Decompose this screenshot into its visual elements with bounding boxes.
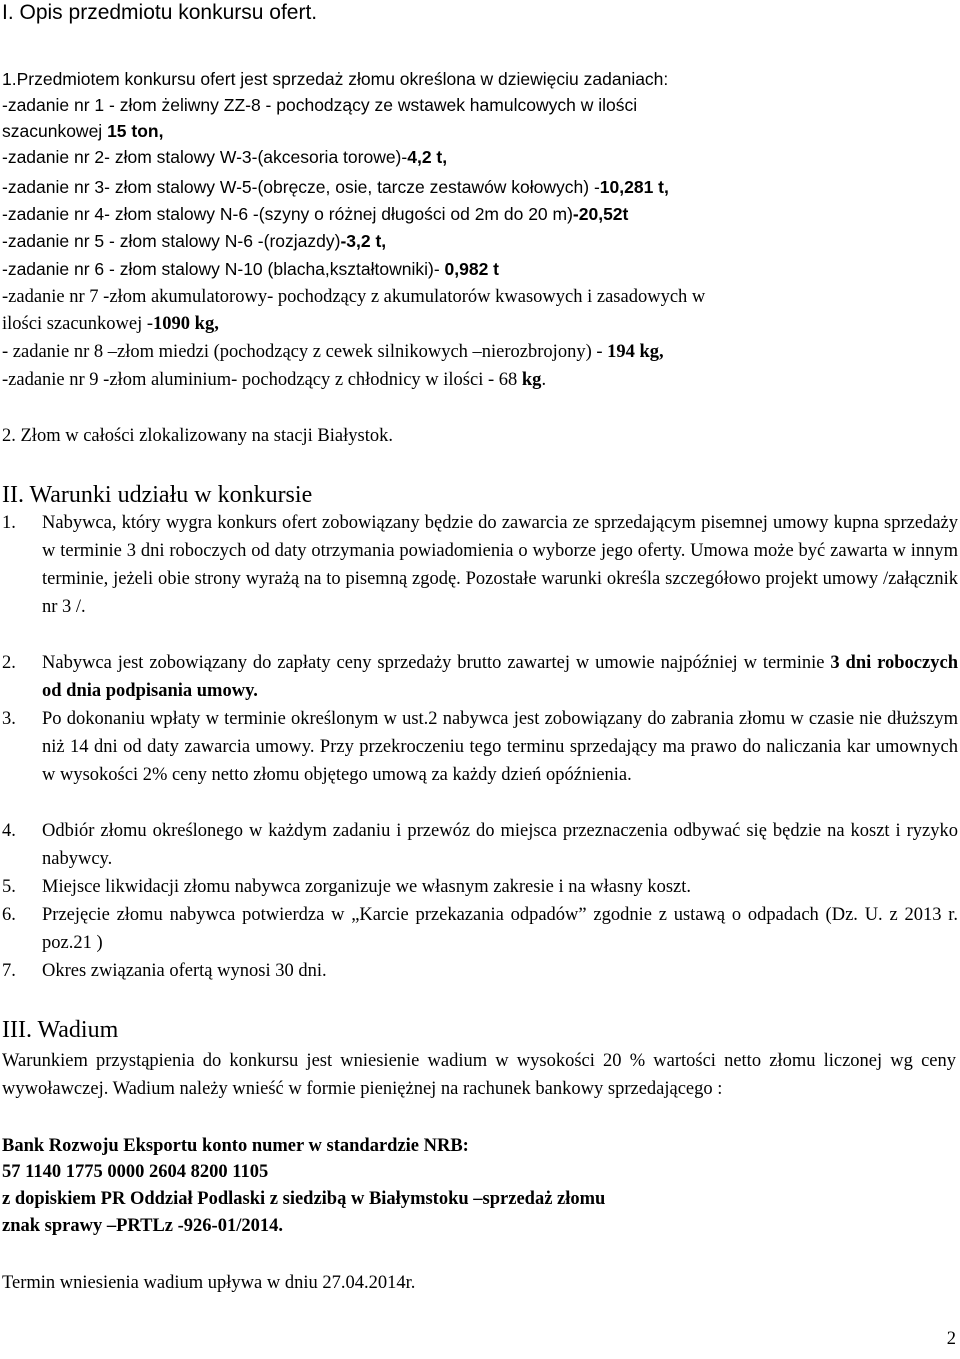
task-7-text: ilości szacunkowej -: [2, 314, 154, 334]
task-8-qty: 194 kg,: [607, 342, 664, 362]
wadium-paragraph: Warunkiem przystąpienia do konkursu jest wniesienie wadium w wysokości 20 % wartości netto złomu liczonej wg ceny wywoławczej. Wadium należy wnieść w formie pieniężnej na rachunek bankowy sprzedającego :: [2, 1051, 956, 1099]
case-reference: znak sprawy –PRTLz -926-01/2014.: [2, 1216, 283, 1236]
item-number: 5.: [2, 877, 16, 897]
task-4-qty: -20,52t: [572, 204, 629, 224]
section-3-title: III. Wadium: [2, 1017, 119, 1043]
task-9-end: .: [541, 370, 547, 390]
item-text: Po dokonaniu wpłaty w terminie określonym w ust.2 nabywca jest zobowiązany do zabrania złomu w czasie nie dłuższym niż 14 dni od daty zawarcia umowy. Przy przekroczeniu tego terminu sprzedający ma prawo do naliczania kar umownych w wysokości 2% ceny netto złomu objętego umową za każdy dzień opóźnienia.: [42, 709, 958, 785]
item-number: 3.: [2, 709, 16, 729]
task-8-line: [2, 339, 664, 365]
item-text: Nabywca, który wygra konkurs ofert zobowiązany będzie do zawarcia ze sprzedającym pisemnej umowy kupna sprzedaży w terminie 3 dni roboczych od daty otrzymania powiadomienia o wyborze jego oferty. Umowa może być zawarta w innym terminie, jeżeli obie strony wyrażą na to pisemną zgodę. Pozostałe warunki określa szczegółowo projekt umowy /załącznik nr 3 /.: [42, 513, 958, 617]
task-3-line: [2, 174, 669, 200]
task-7-line: -zadanie nr 7 -złom akumulatorowy- pochodzący z akumulatorów kwasowych i zasadowych w: [2, 287, 706, 307]
item-text: Miejsce likwidacji złomu nabywca zorganizuje we własnym zakresie i na własny koszt.: [42, 877, 692, 897]
transfer-note: z dopiskiem PR Oddział Podlaski z siedzibą w Białymstoku –sprzedaż złomu: [2, 1189, 606, 1209]
task-5-text: -zadanie nr 5 - złom stalowy N-6 -(rozjazdy): [2, 231, 341, 251]
task-3-text: -zadanie nr 3- złom stalowy W-5-(obręcze, osie, tarcze zestawów kołowych) -: [2, 177, 600, 197]
item-text: Odbiór złomu określonego w każdym zadaniu i przewóz do miejsca przeznaczenia odbywać się będzie na koszt i ryzyko nabywcy.: [42, 821, 958, 869]
task-6-line: [2, 256, 499, 282]
item-number: 7.: [2, 961, 16, 981]
item-number: 2.: [2, 653, 16, 673]
item-text: Przejęcie złomu nabywca potwierdza w „Karcie przekazania odpadów” zgodnie z ustawą o odpadach (Dz. U. z 2013 r. poz.21 ): [42, 905, 958, 953]
section-1-title: I. Opis przedmiotu konkursu ofert.: [2, 1, 318, 24]
task-9-text: -zadanie nr 9 -złom aluminium- pochodzący z chłodnicy w ilości - 68: [2, 370, 522, 390]
task-2-text: -zadanie nr 2- złom stalowy W-3-(akcesoria torowe)-: [2, 147, 408, 167]
task-9-line: [2, 367, 546, 393]
task-4-line: [2, 201, 628, 227]
task-2-qty: 4,2 t,: [407, 147, 448, 167]
task-9-unit: kg: [521, 370, 542, 390]
location-line: 2. Złom w całości zlokalizowany na stacji Białystok.: [2, 426, 393, 446]
task-6-text: -zadanie nr 6 - złom stalowy N-10 (blacha,kształtowniki)-: [2, 259, 445, 279]
task-2-line: [2, 144, 447, 170]
item-text: Okres związania ofertą wynosi 30 dni.: [42, 961, 327, 981]
task-1-qty-line: [2, 118, 163, 144]
task-5-qty: -3,2 t,: [340, 231, 387, 251]
deadline-line: Termin wniesienia wadium upływa w dniu 27.04.2014r.: [2, 1273, 416, 1293]
item-number: 6.: [2, 905, 16, 925]
task-1-text: szacunkowej: [2, 121, 108, 141]
item-2-text: Nabywca jest zobowiązany do zapłaty ceny sprzedaży brutto zawartej w umowie najpóźniej w terminie: [42, 653, 831, 673]
task-7-qty: 1090 kg,: [153, 314, 219, 334]
task-7-qty-line: [2, 311, 219, 337]
task-4-text: -zadanie nr 4- złom stalowy N-6 -(szyny o różnej długości od 2m do 20 m): [2, 204, 573, 224]
task-5-line: [2, 228, 386, 254]
task-3-qty: 10,281 t,: [599, 177, 669, 197]
item-number: 4.: [2, 821, 16, 841]
account-number: 57 1140 1775 0000 2604 8200 1105: [2, 1162, 269, 1182]
item-text: [42, 649, 958, 705]
item-number: 1.: [2, 513, 16, 533]
section-2-title: II. Warunki udziału w konkursie: [2, 482, 313, 508]
task-1-line: -zadanie nr 1 - złom żeliwny ZZ-8 - pochodzący ze wstawek hamulcowych w ilości: [2, 95, 638, 115]
task-8-text: - zadanie nr 8 –złom miedzi (pochodzący z cewek silnikowych –nierozbrojony) -: [2, 342, 608, 362]
intro-line: 1.Przedmiotem konkursu ofert jest sprzedaż złomu określona w dziewięciu zadaniach:: [2, 69, 669, 89]
item-2-bold: 3 dni roboczych od dnia podpisania umowy.: [42, 653, 958, 701]
task-6-qty: 0,982 t: [444, 259, 500, 279]
bank-line: Bank Rozwoju Eksportu konto numer w standardzie NRB:: [2, 1136, 469, 1156]
page-number: 2: [946, 1329, 956, 1349]
task-1-qty: 15 ton,: [107, 121, 164, 141]
